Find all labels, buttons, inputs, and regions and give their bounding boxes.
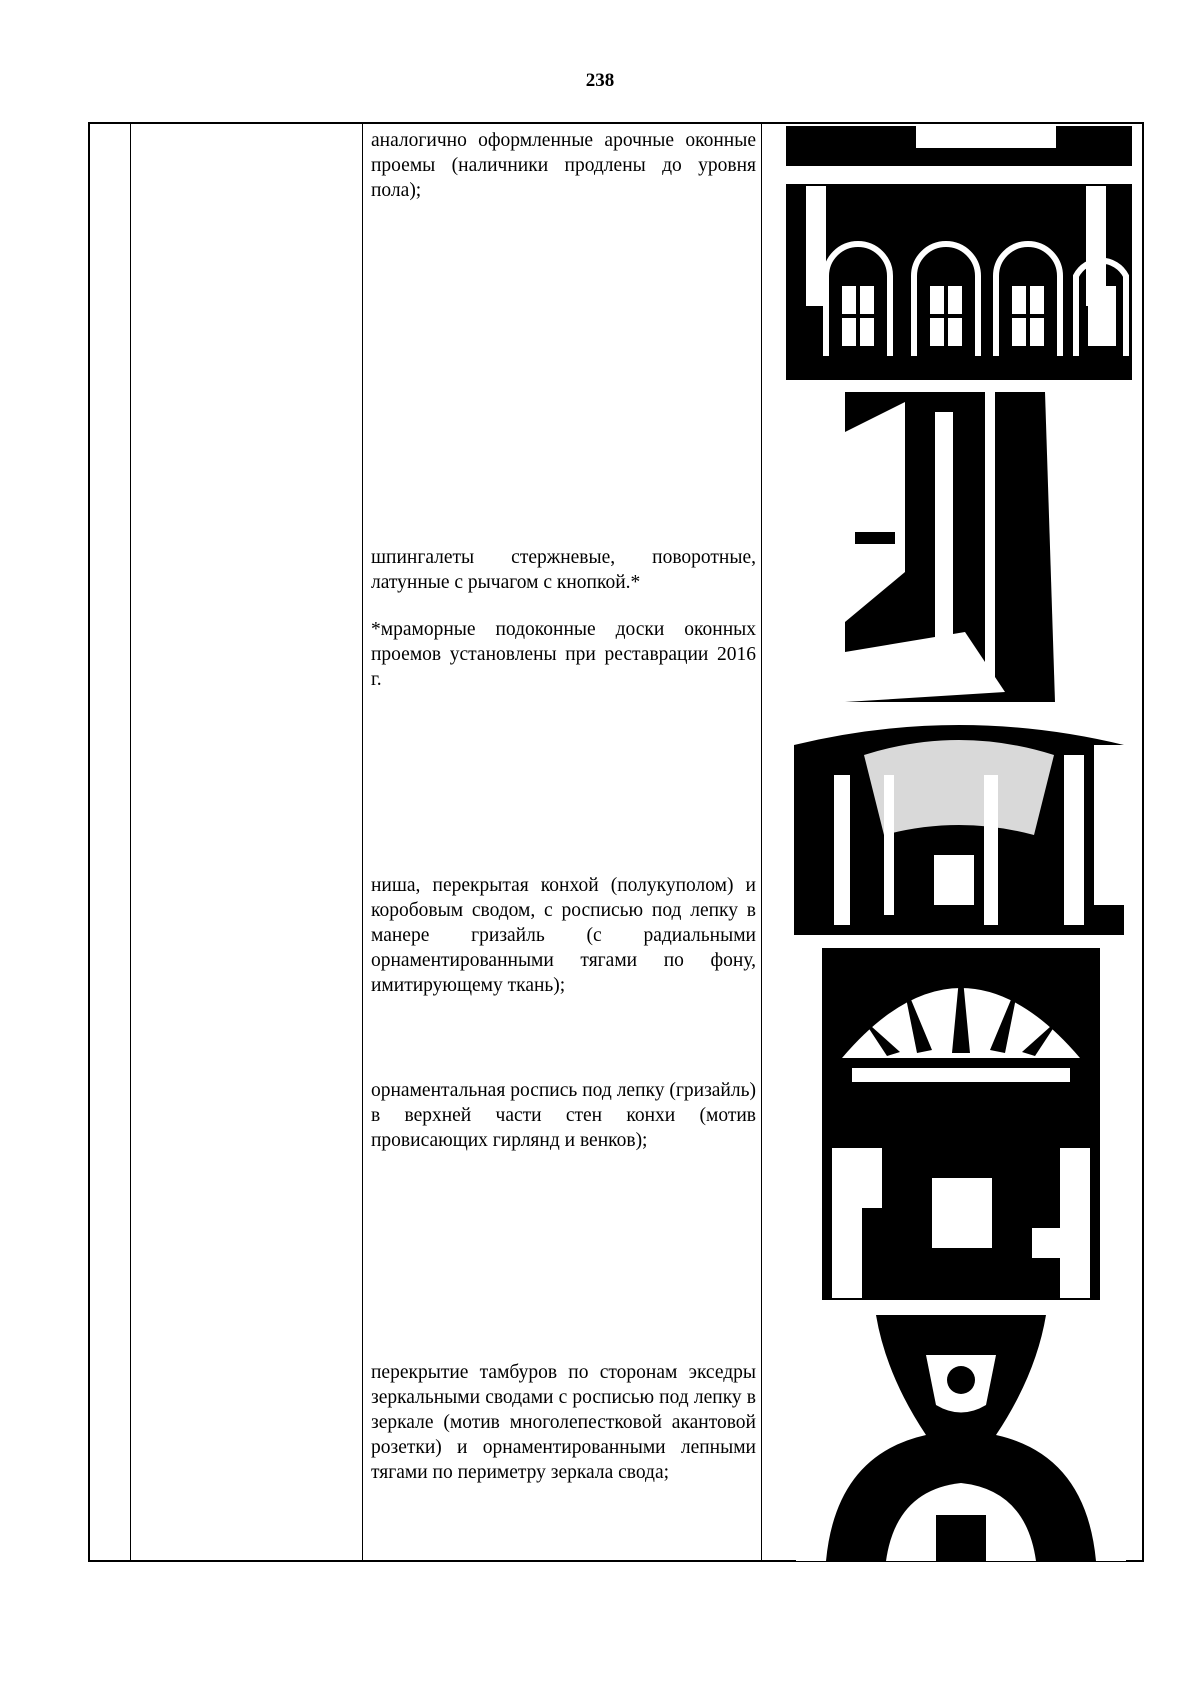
photo-conch-ornamental-painting xyxy=(822,948,1100,1300)
photo-window-espagnolette xyxy=(845,392,1075,702)
paragraph-espagnolettes: шпингалеты стержневые, поворотные, латунные с рычагом с кнопкой.* xyxy=(371,547,756,593)
column-divider-2 xyxy=(362,124,363,1560)
photo-mirror-vault-rosette xyxy=(796,1315,1126,1561)
column-divider-3 xyxy=(761,124,762,1560)
paragraph-arched-windows: аналогично оформленные арочные оконные проемы (наличники продлены до уровня пола); xyxy=(371,130,756,201)
page-number: 238 xyxy=(585,70,615,91)
paragraph-vestibule-vaults: перекрытие тамбуров по сторонам экседры зеркальными сводами с росписью под лепку в зеркале (мотив многолепестковой акантовой розетки) и орнаментированными лепными тягами по периметру зеркала свода; xyxy=(371,1362,756,1483)
photo-arched-windows xyxy=(786,126,1132,380)
photo-niche-with-conch xyxy=(794,715,1124,935)
column-divider-1 xyxy=(130,124,131,1560)
paragraph-marble-sills: *мраморные подоконные доски оконных проемов установлены при реставрации 2016 г. xyxy=(371,619,756,690)
paragraph-niche-conch: ниша, перекрытая конхой (полукуполом) и коробовым сводом, с росписью под лепку в манере гризайль (с радиальными орнаментированными тягами по фону, имитирующему ткань); xyxy=(371,875,756,996)
paragraph-conch-painting: орнаментальная роспись под лепку (гризайль) в верхней части стен конхи (мотив провисающих гирлянд и венков); xyxy=(371,1080,756,1151)
